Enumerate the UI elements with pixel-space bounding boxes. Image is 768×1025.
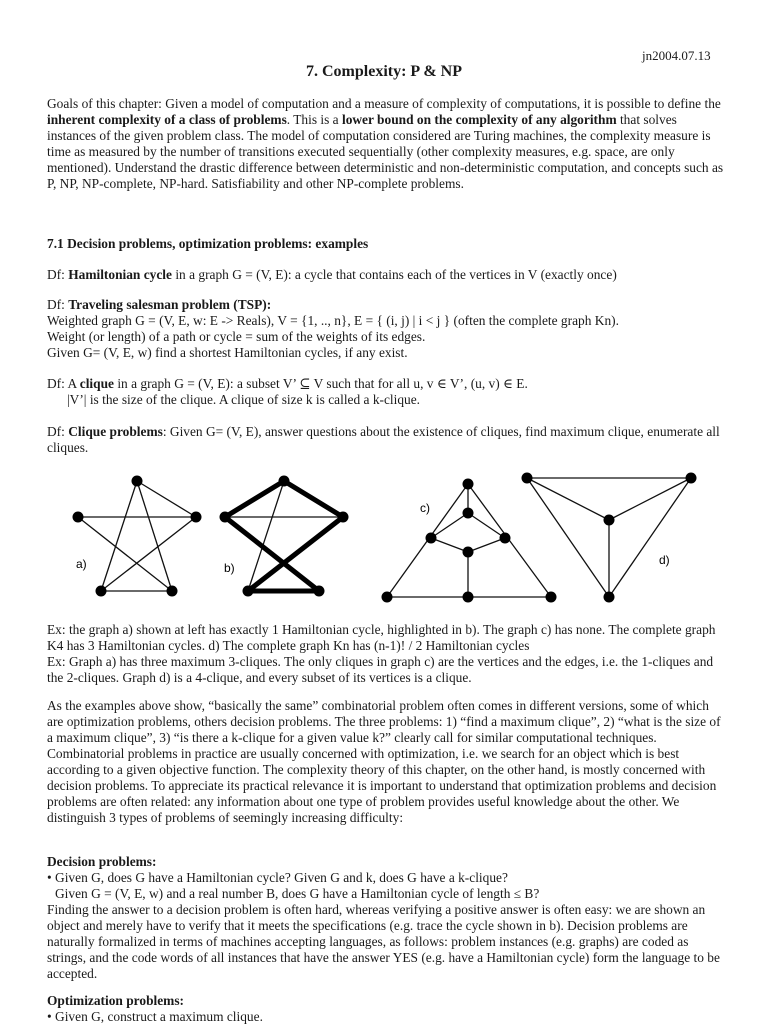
decision-heading: Decision problems: <box>47 854 157 869</box>
versions-paragraph: As the examples above show, “basically the same” combinatorial problem often comes in different versions, some of which are optimization problems, others decision problems. The three problems: 1) “find a maximum clique”, 2) “what is the size of a maximum clique”, 3) “is there a k-clique for a given value k?” clearly call for similar computational techniques. Combinatorial problems in practice are usually concerned with optimization, i.e. we search for an object which is best according to a given objective function. The complexity theory of this chapter, on the other hand, is mostly concerned with decision problems. To appreciate its practical relevance it is important to understand that optimization problems and decision problems are often related: any information about one type of problem provides useful knowledge about the other. We distinguish 3 types of problems of seemingly increasing difficulty: <box>47 698 721 825</box>
graph-a <box>78 481 196 591</box>
label-d: d) <box>659 553 670 567</box>
graph-a-vertices <box>73 476 202 597</box>
graph-c <box>387 484 551 597</box>
page-title: 7. Complexity: P & NP <box>306 63 462 80</box>
graph-c-vertices <box>382 479 557 603</box>
examples-paragraph: Ex: the graph a) shown at left has exactly 1 Hamiltonian cycle, highlighted in b). The graph c) has none. The complete graph K4 has 3 Hamiltonian cycles. d) The complete graph Kn has (n-1)! / 2 Hamiltonian cycles Ex: Graph a) has three maximum 3-cliques. The only cliques in graph c) are the vertices and the edges, i.e. the 1-cliques and the 2-cliques. Graph d) is a 4-clique, and every subset of its vertices is a clique. <box>47 622 716 685</box>
label-c: c) <box>420 501 430 515</box>
def-tsp: Df: Traveling salesman problem (TSP): Weighted graph G = (V, E, w: E -> Reals), V = {1, .., n}, E = { (i, j) | i < j } (often the complete graph Kn). Weight (or length) of a path or cycle = sum of the weights of its edges. Given G= (V, E, w) find a shortest Hamiltonian cycles, if any exist. <box>47 297 619 360</box>
intro-paragraph: Goals of this chapter: Given a model of computation and a measure of complexity of computations, it is possible to define the inherent complexity of a class of problems. This is a lower bound on the complexity of any algorithm that solves instances of the given problem class. The model of computation considered are Turing machines, the complexity measure is time as measured by the number of transitions executed sequentially (other complexity measures, e.g. space, are only mentioned). Understand the drastic difference between deterministic and non-deterministic computation, and concepts such as P, NP, NP-complete, NP-hard. Satisfiability and other NP-complete problems. <box>47 96 724 191</box>
graph-b-vertices <box>220 476 349 597</box>
optimization-problems: Optimization problems: • Given G, construct a maximum clique. <box>47 993 727 1025</box>
def-clique-problems: Df: Clique problems: Given G= (V, E), answer questions about the existence of cliques, find maximum clique, enumerate all cliques. <box>47 424 720 455</box>
label-a: a) <box>76 557 87 571</box>
decision-problems: Decision problems: • Given G, does G have a Hamiltonian cycle? Given G and k, does G have a k-clique? Given G = (V, E, w) and a real number B, does G have a Hamiltonian cycle of length ≤ B? Finding the answer to a decision problem is often hard, whereas verifying a positive answer is often easy: we are shown an object and merely have to verify that it meets the specifications (e.g. trace the cycle shown in b). Decision problems are naturally formalized in terms of machines accepting languages, as follows: problem instances (e.g. graphs) are coded as strings, and the code words of all instances that have the answer YES (e.g. have a Hamiltonian cycle) form the language to be accepted. <box>47 854 727 982</box>
graph-b-hamiltonian-cycle <box>225 481 343 591</box>
graph-d <box>527 478 691 597</box>
section-heading: 7.1 Decision problems, optimization problems: examples <box>47 236 369 251</box>
def-clique: Df: A clique in a graph G = (V, E): a subset V’ ⊆ V such that for all u, v ∈ V’, (u, v) ∈ E. |V’| is the size of the clique. A clique of size k is called a k-clique. <box>47 376 528 407</box>
def-hamiltonian-cycle: Df: Hamiltonian cycle in a graph G = (V, E): a cycle that contains each of the vertices in V (exactly once) <box>47 267 617 282</box>
graph-b <box>225 481 343 591</box>
optimization-heading: Optimization problems: <box>47 993 185 1008</box>
label-b: b) <box>224 561 235 575</box>
graph-figure <box>0 460 768 610</box>
document-date: jn2004.07.13 <box>642 48 711 63</box>
